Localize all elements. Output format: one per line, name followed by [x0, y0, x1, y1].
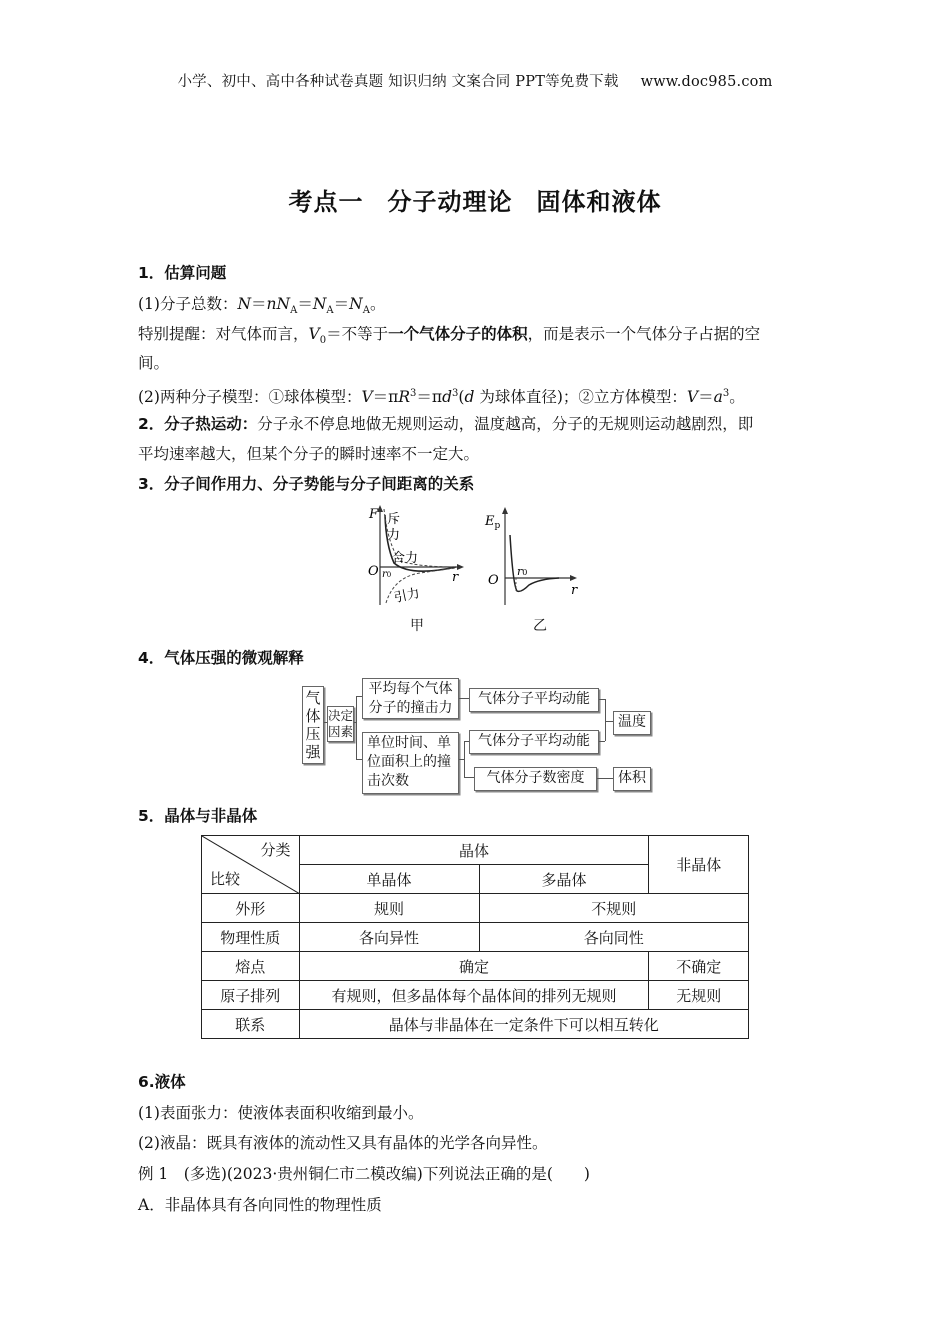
- node-avg-kinetic-energy-2: 气体分子平均动能: [469, 730, 599, 754]
- table-row: [202, 923, 749, 952]
- row-cell: 无规则: [649, 981, 749, 1010]
- example-1-option-a: A．非晶体具有各向同性的物理性质: [138, 1196, 382, 1214]
- section6-heading: 6.液体: [138, 1073, 186, 1091]
- potential-curve: [510, 535, 559, 591]
- force-y-label: F: [369, 507, 379, 522]
- node-volume: 体积: [613, 767, 651, 791]
- table-corner-cell: [202, 836, 300, 894]
- header-banner: 小学、初中、高中各种试卷真题 知识归纳 文案合同 PPT等免费下载: [177, 74, 619, 90]
- section2-line2: 平均速率越大，但某个分子的瞬时速率不一定大。: [138, 445, 480, 463]
- section1-heading: 1．估算问题: [138, 264, 227, 282]
- page-title: [0, 182, 950, 217]
- example-1-stem: 例 1 (多选)(2023·贵州铜仁市二模改编)下列说法正确的是( ): [138, 1165, 590, 1183]
- row-cell: 不确定: [649, 952, 749, 981]
- corner-bottom-label: 比较: [210, 870, 241, 888]
- repulsion-label-1: 斥: [387, 512, 401, 527]
- row-label: 外形: [202, 894, 300, 923]
- corner-top-label: 分类: [260, 841, 291, 859]
- section1-note-line1: 特别提醒：对气体而言，$V_0=$不等于一个气体分子的体积，而是表示一个气体分子占据的空: [138, 325, 761, 347]
- section1-note-line2: 间。: [138, 354, 170, 372]
- note-a: 特别提醒：对气体而言，: [138, 325, 309, 343]
- node-temperature: 温度: [613, 711, 651, 735]
- row-cell: 确定: [299, 952, 649, 981]
- potential-y-label: $E_p$: [485, 514, 501, 531]
- potential-graph-caption: 乙: [533, 618, 547, 634]
- potential-x-label: r: [571, 583, 578, 598]
- row-cell: 规则: [299, 894, 479, 923]
- potential-origin-label: O: [488, 573, 499, 588]
- section1-item1: (1)分子总数：$N=nN_A=N_A=N_A$。: [138, 295, 386, 317]
- force-origin-label: O: [368, 564, 379, 579]
- force-graph-caption: 甲: [410, 618, 424, 634]
- section6-item1: (1)表面张力：使液体表面积收缩到最小。: [138, 1104, 424, 1122]
- section2-text1: 分子永不停息地做无规则运动，温度越高，分子的无规则运动越剧烈，即: [257, 415, 754, 433]
- table-row: [202, 1010, 749, 1039]
- header-url[interactable]: www.doc985.com: [640, 74, 773, 90]
- row-cell: 不规则: [479, 894, 748, 923]
- row-cell: 有规则，但多晶体每个晶体间的排列无规则: [299, 981, 649, 1010]
- force-graph: [360, 505, 470, 610]
- header-crystal: 晶体: [299, 836, 649, 865]
- title-part1: 考点一: [288, 188, 364, 216]
- table-row: [202, 894, 749, 923]
- row-cell: 各向同性: [479, 923, 748, 952]
- item1-prefix: (1)分子总数：: [138, 295, 238, 313]
- title-part2: 分子动理论: [387, 188, 513, 216]
- crystal-comparison-table: [201, 835, 749, 1039]
- node-molecular-density: 气体分子数密度: [474, 767, 597, 791]
- header-polycrystal: 多晶体: [479, 865, 649, 894]
- row-label: 原子排列: [202, 981, 300, 1010]
- section2-line1: [138, 413, 828, 435]
- row-label: 物理性质: [202, 923, 300, 952]
- table-row: [202, 952, 749, 981]
- net-force-label: 合力: [392, 551, 419, 566]
- note-d: ，而是表示一个气体分子占据的空: [527, 325, 761, 343]
- row-label: 熔点: [202, 952, 300, 981]
- node-determining-factor: 决定因素: [327, 706, 354, 742]
- repulsion-label-2: 力: [387, 528, 401, 543]
- item2-b: 为球体直径)；②立方体模型：: [479, 388, 687, 407]
- note-b: ＝不等于: [326, 325, 389, 343]
- section3-heading: 3．分子间作用力、分子势能与分子间距离的关系: [138, 475, 475, 493]
- section5-heading: 5．晶体与非晶体: [138, 807, 258, 825]
- header-amorphous: 非晶体: [649, 836, 749, 894]
- note-c: 一个气体分子的体积: [388, 325, 528, 343]
- row-cell: 各向异性: [299, 923, 479, 952]
- node-avg-kinetic-energy-1: 气体分子平均动能: [469, 688, 599, 712]
- node-avg-impact-force: 平均每个气体分子的撞击力: [362, 678, 459, 719]
- node-gas-pressure: 气体压强: [302, 686, 324, 764]
- title-part3: 固体和液体: [536, 188, 662, 216]
- header-single-crystal: 单晶体: [299, 865, 479, 894]
- row-label: 联系: [202, 1010, 300, 1039]
- potential-y-arrow: [502, 507, 508, 514]
- attraction-label: 引力: [392, 585, 422, 607]
- force-r0-label: r0: [382, 569, 392, 580]
- section6-item2: (2)液晶：既具有液体的流动性又具有晶体的光学各向异性。: [138, 1134, 548, 1152]
- potential-x-arrow: [570, 575, 577, 581]
- node-impact-count: 单位时间、单位面积上的撞击次数: [362, 732, 459, 794]
- section4-heading: 4．气体压强的微观解释: [138, 649, 304, 667]
- table-row: [202, 981, 749, 1010]
- potential-graph: [483, 505, 588, 610]
- section1-item2: (2)两种分子模型：①球体模型：$V=\pi R^3=\pi d^3(d$ 为球体直径)；②立方体模型：$V=a^3$。: [138, 388, 745, 407]
- section2-heading: 2．分子热运动：: [138, 415, 258, 433]
- force-x-label: r: [452, 570, 459, 585]
- item2-a: (2)两种分子模型：①球体模型：: [138, 388, 362, 407]
- page-header: [0, 70, 950, 91]
- row-cell: 晶体与非晶体在一定条件下可以相互转化: [299, 1010, 748, 1039]
- potential-r0-label: r0: [517, 565, 528, 578]
